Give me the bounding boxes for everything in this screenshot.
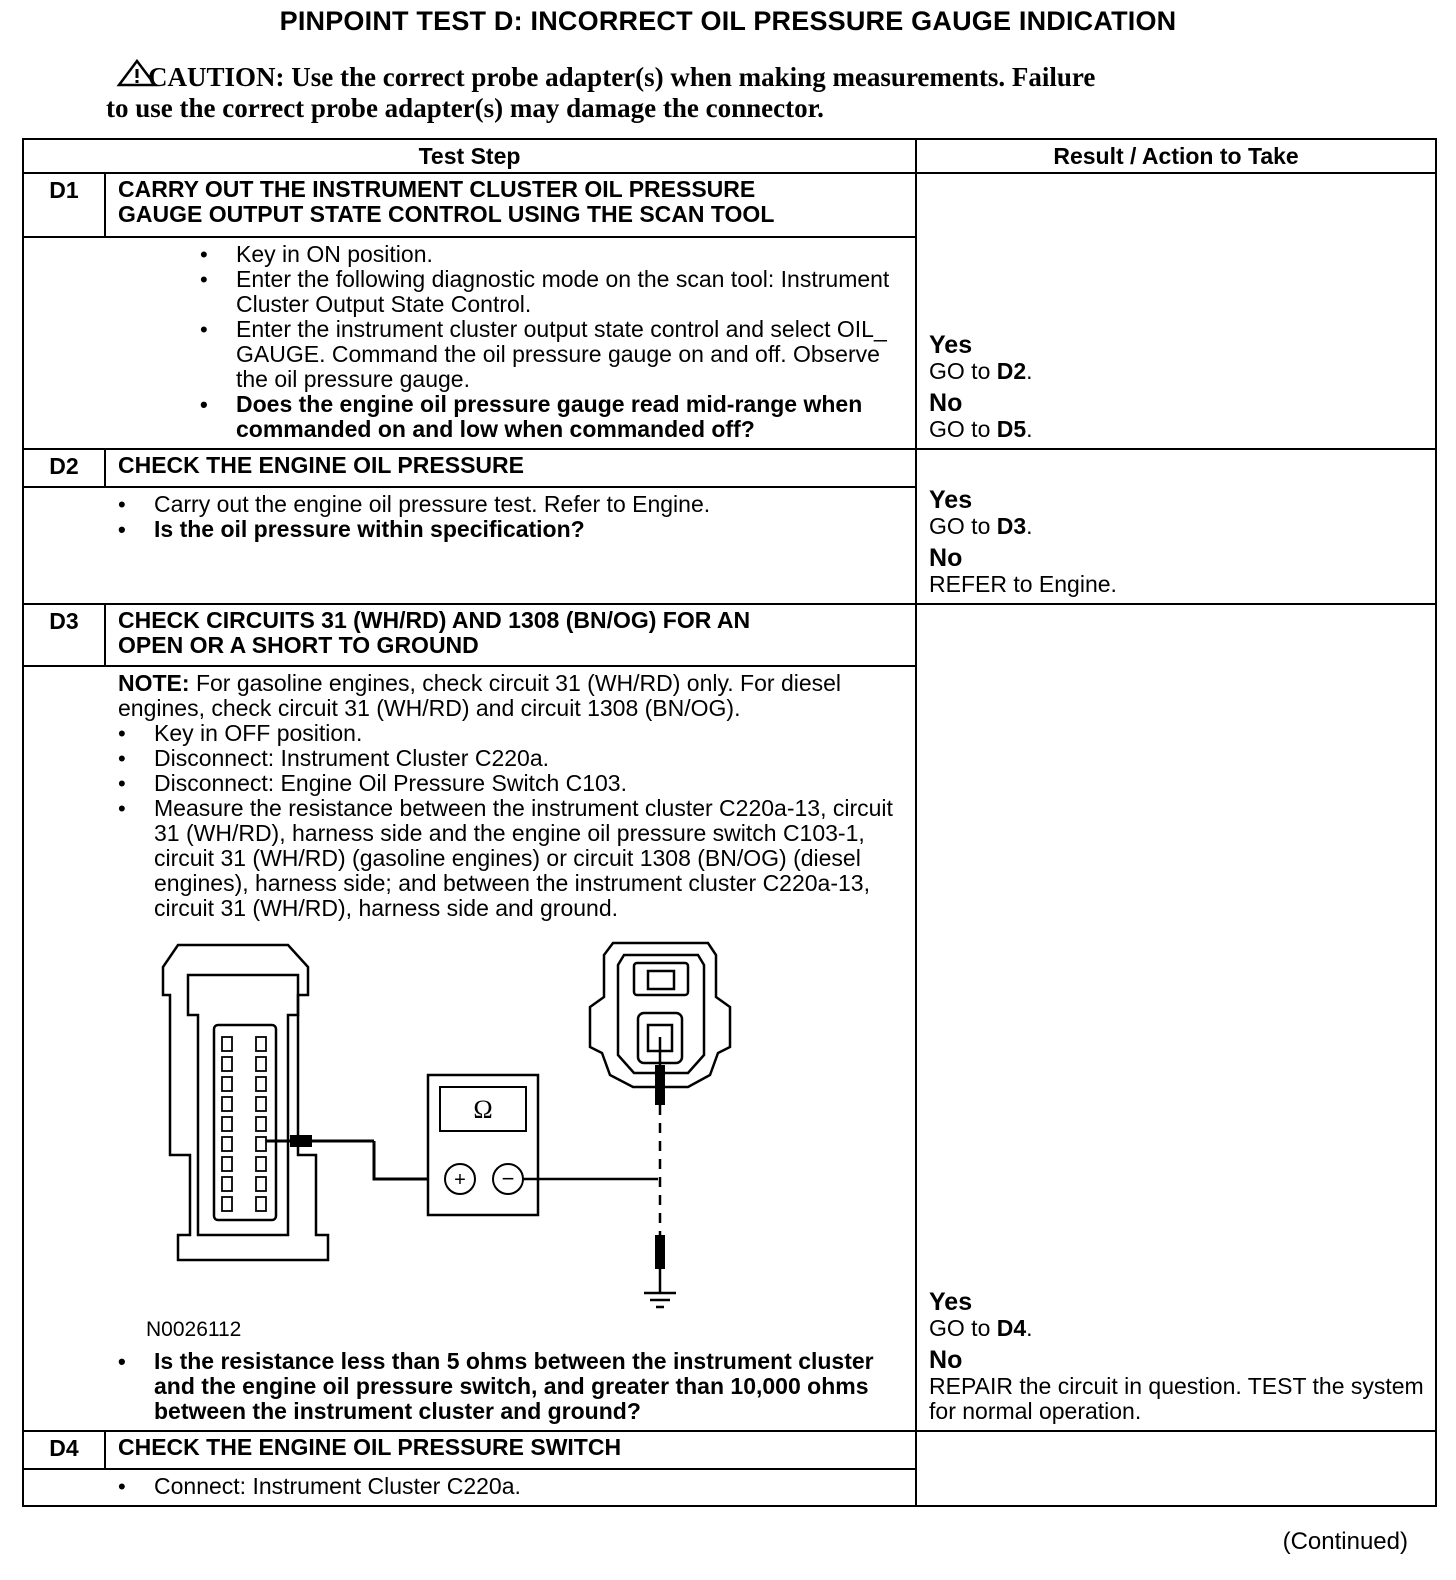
action-text: GO to: [929, 513, 997, 539]
list-item: • Disconnect: Engine Oil Pressure Switch C103.: [118, 771, 905, 796]
step-note: [118, 671, 905, 721]
step-d4-heading-row: [23, 1431, 1436, 1469]
result-yes-action: GO to D3.: [929, 513, 1033, 539]
column-header-test-step: Test Step: [23, 139, 916, 173]
list-item: • Enter the following diagnostic mode on the scan tool: Instrument Cluster Output State Control.: [200, 267, 905, 317]
step-d3-heading-row: [23, 604, 1436, 666]
result-yes-label: Yes: [929, 1288, 973, 1316]
list-item: • Measure the resistance between the instrument cluster C220a-13, circuit 31 (WH/RD), harness side and the engine oil pressure switch C103-1, circuit 31 (WH/RD) (gasoline engines) or circuit 1308 (BN/OG) (diesel engines), harness side; and between the instrument cluster C220a-13, circuit 31 (WH/RD), harness side and ground.: [118, 796, 905, 921]
step-d3-result: [916, 604, 1436, 1431]
action-text: GO to: [929, 416, 997, 442]
pinpoint-test-table: [22, 138, 1437, 1507]
step-heading: [105, 173, 916, 237]
page-title: PINPOINT TEST D: INCORRECT OIL PRESSURE GAUGE INDICATION: [279, 6, 1177, 36]
step-id: D2: [23, 449, 105, 487]
action-step-ref: D4: [996, 1315, 1027, 1341]
step-body: [23, 237, 916, 449]
step-d1-result: [916, 173, 1436, 449]
action-step-ref: D3: [996, 513, 1027, 539]
result-no-action: REFER to Engine.: [929, 571, 1117, 597]
probe-cluster: [266, 1135, 374, 1147]
note-label: NOTE:: [118, 670, 190, 696]
minus-terminal-icon: −: [501, 1166, 515, 1191]
step-id: D4: [23, 1431, 105, 1469]
action-text: GO to: [929, 1315, 997, 1341]
step-heading-line: GAUGE OUTPUT STATE CONTROL USING THE SCAN TOOL: [118, 201, 775, 227]
step-question: • Does the engine oil pressure gauge read mid-range when commanded on and low when commanded off?: [200, 392, 905, 442]
column-header-result: Result / Action to Take: [916, 139, 1436, 173]
step-heading: [105, 604, 916, 666]
step-question: • Is the resistance less than 5 ohms between the instrument cluster and the engine oil pressure switch, and greater than 10,000 ohms between the instrument cluster and ground?: [118, 1349, 905, 1424]
result-yes-action: GO to D4.: [929, 1315, 1033, 1341]
action-step-ref: D5: [996, 416, 1027, 442]
figure-code: N0026112: [146, 1318, 242, 1341]
list-item: • Enter the instrument cluster output state control and select OIL_ GAUGE. Command the oil pressure gauge on and off. Observe the oil pressure gauge.: [200, 317, 905, 392]
ground-icon: [644, 1293, 676, 1307]
ohm-symbol: Ω: [473, 1095, 493, 1124]
step-heading-line: OPEN OR A SHORT TO GROUND: [118, 632, 479, 658]
list-item: • Disconnect: Instrument Cluster C220a.: [118, 746, 905, 771]
multimeter: [428, 1075, 538, 1215]
step-body: [23, 487, 916, 604]
step-d2-result: [916, 449, 1436, 604]
step-d2-heading-row: [23, 449, 1436, 487]
caution-line-1: CAUTION: Use the correct probe adapter(s) when making measurements. Failure: [148, 62, 1096, 92]
continued-label: (Continued): [1282, 1528, 1408, 1555]
step-id: D3: [23, 604, 105, 666]
list-item: • Key in OFF position.: [118, 721, 905, 746]
note-text: For gasoline engines, check circuit 31 (WH/RD) only. For diesel engines, check circuit 31 (WH/RD) and circuit 1308 (BN/OG).: [118, 670, 842, 721]
action-text: GO to: [929, 358, 997, 384]
list-item: • Connect: Instrument Cluster C220a.: [118, 1474, 905, 1499]
wiring-diagram-figure: [118, 935, 905, 1345]
step-d1-heading-row: [23, 173, 1436, 237]
step-body: [23, 666, 916, 1431]
plus-terminal-icon: +: [454, 1169, 466, 1191]
action-step-ref: D2: [996, 358, 1027, 384]
list-item: • Key in ON position.: [200, 242, 905, 267]
step-heading: CHECK THE ENGINE OIL PRESSURE: [105, 449, 916, 487]
result-yes-label: Yes: [929, 486, 973, 514]
caution-line-2: to use the correct probe adapter(s) may damage the connector.: [106, 93, 824, 123]
caution-notice: [106, 62, 1406, 124]
multimeter-wiring-diagram: [118, 935, 818, 1345]
result-no-label: No: [929, 544, 963, 572]
step-heading-line: CARRY OUT THE INSTRUMENT CLUSTER OIL PRESSURE: [118, 176, 756, 202]
result-yes-label: Yes: [929, 331, 973, 359]
step-question: • Is the oil pressure within specification?: [118, 517, 905, 542]
table-header-row: [23, 139, 1436, 173]
step-d4-result: [916, 1431, 1436, 1506]
warning-triangle-icon: [116, 58, 158, 88]
step-id: D1: [23, 173, 105, 237]
result-no-label: No: [929, 1346, 963, 1374]
step-heading-line: CHECK CIRCUITS 31 (WH/RD) AND 1308 (BN/OG) FOR AN: [118, 607, 751, 633]
result-no-action: GO to D5.: [929, 416, 1033, 442]
list-item: • Carry out the engine oil pressure test. Refer to Engine.: [118, 492, 905, 517]
step-heading: CHECK THE ENGINE OIL PRESSURE SWITCH: [105, 1431, 916, 1469]
connector-pins: [222, 1037, 266, 1211]
result-yes-action: GO to D2.: [929, 358, 1033, 384]
result-no-label: No: [929, 389, 963, 417]
step-body: [23, 1469, 916, 1506]
result-no-action: REPAIR the circuit in question. TEST the system for normal operation.: [929, 1373, 1424, 1424]
instrument-cluster-connector: [163, 945, 328, 1260]
